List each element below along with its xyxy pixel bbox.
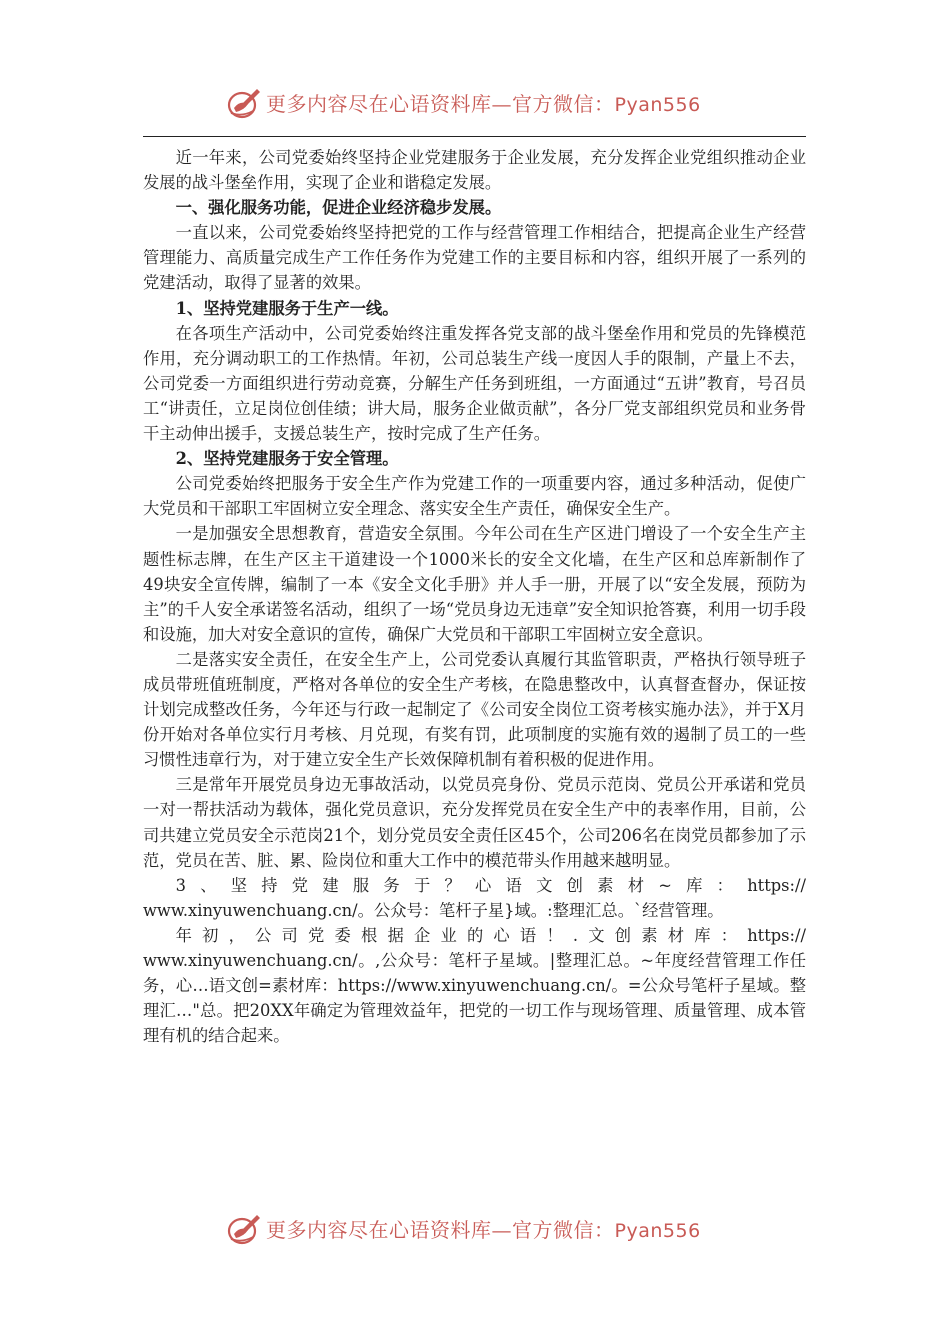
safety-responsibility-paragraph: 二是落实安全责任，在安全生产上，公司党委认真履行其监管职责，严格执行领导班子成员带班值班制度，严格对各单位的安全生产考核，在隐患整改中，认真督查督办，保证按计划完成整改任务，今年还与行政一起制定了《公司安全岗位工资考核实施办法》，并于X月份开始对各单位实行月考核、月兑现，有奖有罚，此项制度的实施有效的遏制了员工的一些习惯性违章行为，对于建立安全生产长效保障机制有着积极的促进作用。	[143, 649, 806, 770]
banner-caption: 更多内容尽在心语资料库—官方微信：	[266, 92, 615, 116]
safety-paragraph: 公司党委始终把服务于安全生产作为党建工作的一项重要内容，通过多种活动，促使广大党员和干部职工牢固树立安全理念、落实安全生产责任，确保安全生产。	[143, 474, 806, 519]
book-pen-logo-icon	[226, 86, 262, 120]
wechat-id: Pyan556	[614, 94, 701, 116]
banner-text	[266, 1216, 701, 1245]
section-heading-1: 一、强化服务功能，促进企业经济稳步发展。	[175, 198, 502, 218]
banner-caption: 更多内容尽在心语资料库—官方微信：	[266, 1218, 615, 1242]
subheading-2: 2、坚持党建服务于安全管理。	[175, 449, 399, 469]
banner-text	[266, 90, 701, 119]
safety-education-paragraph: 一是加强安全思想教育，营造安全氛围。今年公司在生产区进门增设了一个安全生产主题性标志牌，在生产区主干道建设一个1000米长的安全文化墙，在生产区和总库新制作了49块安全宣传牌，编制了一本《安全文化手册》并人手一册，开展了以“安全发展，预防为主”的千人安全承诺签名活动，组织了一场“党员身边无违章”安全知识抢答赛，利用一切手段和设施，加大对安全意识的宣传，确保广大党员和干部职工牢固树立安全意识。	[143, 524, 806, 644]
document-body	[143, 145, 806, 1048]
watermarked-line-2: www.xinyuwenchuang.cn/。公众号：笔杆子星}域。:整理汇总。`经营管理。	[143, 900, 724, 920]
watermarked-line-3: 年初，公司党委根据企业的心语！.文创素材库：https://	[175, 925, 806, 945]
watermarked-line-1: 3、坚持党建服务于？心语文创素材~库：https://	[175, 875, 806, 895]
party-member-paragraph: 三是常年开展党员身边无事故活动，以党员亮身份、党员示范岗、党员公开承诺和党员一对一帮扶活动为载体，强化党员意识，充分发挥党员在安全生产中的表率作用，目前，公司共建立党员安全示范岗21个，划分党员安全责任区45个，公司206名在岗党员都参加了示范，党员在苦、脏、累、险岗位和重大工作中的模范带头作用越来越明显。	[143, 775, 806, 870]
production-paragraph: 在各项生产活动中，公司党委始终注重发挥各党支部的战斗堡垒作用和党员的先锋模范作用，充分调动职工的工作热情。年初，公司总装生产线一度因人手的限制，产量上不去，公司党委一方面组织进行劳动竞赛，分解生产任务到班组，一方面通过“五讲”教育，号召员工“讲责任，立足岗位创佳绩；讲大局，服务企业做贡献”，各分厂党支部组织党员和业务骨干主动伸出援手，支援总装生产，按时完成了生产任务。	[143, 323, 806, 444]
header-divider	[143, 136, 806, 137]
footer-banner	[0, 1210, 950, 1250]
subheading-1: 1、坚持党建服务于生产一线。	[175, 298, 399, 318]
book-pen-logo-icon	[226, 1212, 262, 1246]
intro-paragraph: 近一年来，公司党委始终坚持企业党建服务于企业发展，充分发挥企业党组织推动企业发展的战斗堡垒作用，实现了企业和谐稳定发展。	[143, 148, 806, 193]
wechat-id: Pyan556	[614, 1220, 701, 1242]
section-1-paragraph: 一直以来，公司党委始终坚持把党的工作与经营管理工作相结合，把提高企业生产经营管理能力、高质量完成生产工作任务作为党建工作的主要目标和内容，组织开展了一系列的党建活动，取得了显著的效果。	[143, 223, 806, 293]
watermarked-paragraph-rest: www.xinyuwenchuang.cn/。,公众号：笔杆子星域。|整理汇总。~年度经营管理工作任务，心…语文创=素材库：https://www.xinyuwenchuang.cn/。=公众号笔杆子星域。整理汇…"总。把20XX年确定为管理效益年，把党的一切工作与现场管理、质量管理、成本管理有机的结合起来。	[143, 951, 806, 1046]
header-banner	[0, 84, 950, 124]
